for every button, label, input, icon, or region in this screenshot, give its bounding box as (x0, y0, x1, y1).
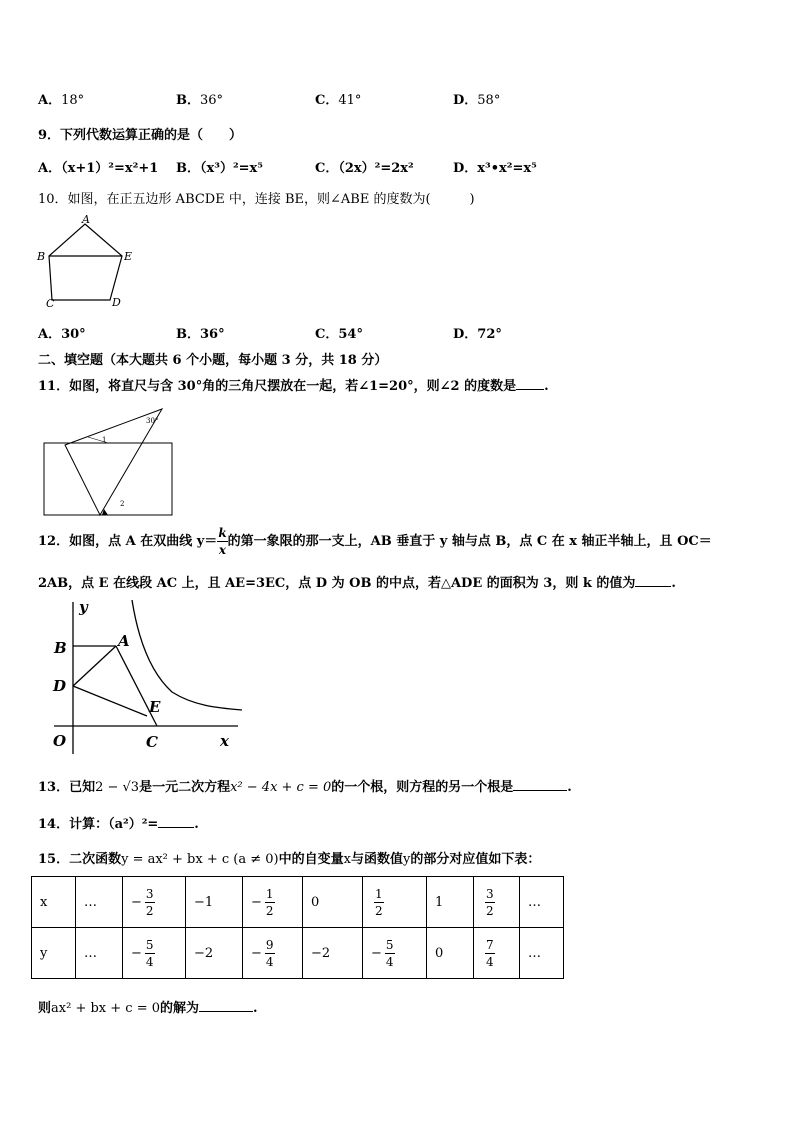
k-over-x-fraction: $\frac{k}{x}$ (218, 526, 227, 557)
cell-y-6: $\frac{7}{4}$ (474, 928, 520, 979)
q10-option-b: B．36° (176, 327, 225, 342)
table-row-x (32, 877, 564, 928)
q9-option-b: B．（x³）²=x⁵ (176, 161, 263, 176)
q15-answer-blank[interactable] (199, 999, 253, 1012)
cell-ellipsis: … (520, 928, 564, 979)
q10-stem: 10．如图，在正五边形 ABCDE 中，连接 BE，则∠ABE 的度数为( ) (38, 192, 475, 207)
label-30deg: 30° (146, 417, 159, 425)
q12-answer-blank[interactable] (635, 574, 671, 587)
table-row-y (32, 928, 564, 979)
q8-option-b: B．36° (176, 93, 224, 108)
q10-option-c: C．54° (315, 327, 363, 342)
cell-y-3: −2 (303, 928, 363, 979)
label-y: y (79, 598, 88, 616)
q13-equation: x² − 4x + c = 0 (230, 780, 332, 795)
label-e: E (124, 250, 133, 263)
q13-stem: 13．已知2 − √3是一元二次方程x² − 4x + c = 0的一个根，则方程的另一个根是 . (38, 780, 572, 795)
cell-y-5: 0 (427, 928, 474, 979)
cell-y-0: − $\frac{5}{4}$ (123, 928, 186, 979)
q9-option-d: D．x³•x²=x⁵ (453, 161, 537, 176)
q15-function: y = ax² + bx + c (a ≠ 0) (121, 852, 279, 867)
ruler (44, 443, 172, 515)
label-angle2: 2 (120, 500, 125, 508)
q8-option-c: C．41° (315, 93, 362, 108)
q15-conclusion: 则ax² + bx + c = 0的解为 . (38, 1001, 258, 1016)
cell-ellipsis: … (76, 928, 123, 979)
cell-x-2: − $\frac{1}{2}$ (243, 877, 303, 928)
cell-ellipsis: … (520, 877, 564, 928)
label-d: D (112, 296, 121, 309)
hyperbola-curve (132, 600, 242, 710)
section2-heading: 二、填空题（本大题共 6 个小题，每小题 3 分，共 18 分） (38, 353, 388, 368)
label-b: B (37, 250, 46, 263)
cell-x-5: 1 (427, 877, 474, 928)
label-x: x (220, 732, 229, 750)
q9-option-c: C．（2x）²=2x² (315, 161, 414, 176)
label-a: A (82, 214, 90, 226)
hyperbola-figure (50, 598, 250, 758)
cell-y-2: − $\frac{9}{4}$ (243, 928, 303, 979)
label-c: C (46, 297, 55, 310)
row-label-x: x (32, 877, 76, 928)
label-a: A (118, 632, 130, 650)
q15-equation: ax² + bx + c = 0 (51, 1001, 160, 1016)
label-d: D (53, 677, 67, 695)
label-angle1: 1 (102, 436, 107, 444)
q12-line2: 2AB，点 E 在线段 AC 上，且 AE=3EC，点 D 为 OB 的中点，若△ADE 的面积为 3，则 k 的值为 . (38, 576, 676, 591)
q15-stem: 15．二次函数y = ax² + bx + c (a ≠ 0)中的自变量x与函数值y的部分对应值如下表： (38, 852, 541, 867)
cell-y-4: − $\frac{5}{4}$ (363, 928, 427, 979)
q14-stem: 14．计算：（a²）²= . (38, 817, 199, 832)
label-o: O (53, 732, 67, 750)
label-e: E (149, 698, 161, 716)
cell-x-1: −1 (186, 877, 243, 928)
q8-option-a: A．18° (38, 93, 85, 108)
cell-x-3: 0 (303, 877, 363, 928)
q13-root-expr: 2 − √3 (95, 780, 140, 795)
cell-x-6: $\frac{3}{2}$ (474, 877, 520, 928)
segment-da (73, 646, 116, 686)
cell-x-4: $\frac{1}{2}$ (363, 877, 427, 928)
label-b: B (54, 639, 67, 657)
label-c: C (146, 733, 158, 751)
q10-option-a: A．30° (38, 327, 86, 342)
q13-answer-blank[interactable] (513, 778, 567, 791)
q10-option-d: D．72° (453, 327, 502, 342)
q14-answer-blank[interactable] (158, 815, 194, 828)
row-label-y: y (32, 928, 76, 979)
q8-option-d: D．58° (453, 93, 501, 108)
cell-x-0: − $\frac{3}{2}$ (123, 877, 186, 928)
segment-de (73, 686, 147, 716)
ruler-triangle-figure (38, 405, 178, 517)
q12-line1: 12．如图，点 A 在双曲线 y＝ $\frac{k}{x}$ 的第一象限的那一支上，AB 垂直于 y 轴与点 B，点 C 在 x 轴正半轴上，且 OC＝ (38, 526, 712, 557)
q11-answer-blank[interactable] (516, 377, 544, 390)
q11-stem: 11．如图，将直尺与含 30°角的三角尺摆放在一起，若∠1=20°，则∠2 的度数是 . (38, 379, 549, 394)
pentagon-figure (36, 214, 136, 310)
cell-ellipsis: … (76, 877, 123, 928)
pentagon-shape (49, 224, 122, 300)
cell-y-1: −2 (186, 928, 243, 979)
q9-option-a: A．（x+1）²=x²+1 (38, 161, 159, 176)
q9-stem: 9．下列代数运算正确的是（ ） (38, 128, 243, 143)
q15-value-table (31, 876, 564, 979)
